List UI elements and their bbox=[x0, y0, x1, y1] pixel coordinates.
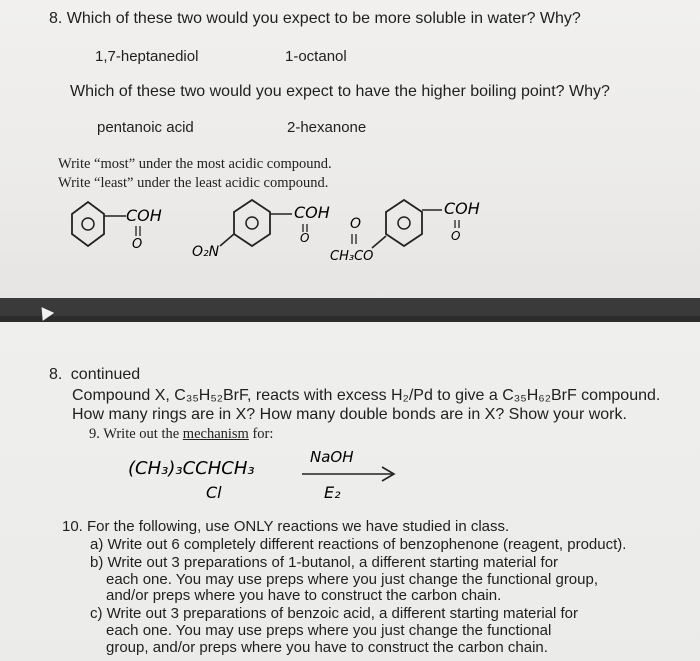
acetylbenzoic-acid-structure bbox=[330, 199, 480, 264]
question-10b-line1: b) Write out 3 preparations of 1-butanol, a different starting material for bbox=[90, 554, 559, 571]
reactant-chloride: Cl bbox=[206, 483, 222, 502]
s3-group-label: COH bbox=[444, 199, 480, 218]
choice-pentanoic-acid: pentanoic acid bbox=[97, 119, 194, 136]
question-8-boiling-point: Which of these two would you expect to have the higher boiling point? Why? bbox=[70, 83, 610, 100]
instruction-most: Write “most” under the most acidic compound. bbox=[58, 156, 332, 172]
s2-group-label: COH bbox=[294, 203, 330, 222]
s1-oxygen-label: O bbox=[132, 237, 143, 252]
s3-oxygen-top-label: O bbox=[350, 216, 362, 232]
question-10a: a) Write out 6 completely different reactions of benzophenone (reagent, product). bbox=[90, 536, 627, 553]
choice-heptanediol: 1,7-heptanediol bbox=[95, 48, 199, 65]
question-10-intro: 10. For the following, use ONLY reactions we have studied in class. bbox=[62, 518, 510, 535]
condition-e2: E₂ bbox=[324, 483, 341, 502]
question-9-text: 9. Write out the mechanism for: bbox=[89, 426, 274, 442]
question-10c-line1: c) Write out 3 preparations of benzoic acid, a different starting material for bbox=[90, 605, 579, 622]
page-divider-bar bbox=[0, 298, 700, 322]
choice-hexanone: 2-hexanone bbox=[287, 119, 367, 136]
s3-oxygen-label: O bbox=[451, 229, 461, 243]
compound-x-text: Compound X, C₃₅H₅₂BrF, reacts with excess H₂/Pd to give a C₃₅H₆₂BrF compound. bbox=[72, 387, 661, 404]
question-10c-line3: group, and/or preps where you have to construct the carbon chain. bbox=[106, 639, 548, 656]
question-10c-line2: each one. You may use preps where you just change the functional bbox=[106, 622, 552, 639]
q8-continued-label: 8. continued bbox=[49, 366, 141, 383]
question-10b-line3: and/or preps where you have to construct the carbon chain. bbox=[106, 587, 502, 604]
reagent-naoh: NaOH bbox=[310, 448, 354, 466]
s2-oxygen-label: O bbox=[300, 231, 310, 245]
choice-octanol: 1-octanol bbox=[285, 48, 347, 65]
s1-group-label: COH bbox=[126, 206, 162, 225]
acid-structures-drawing bbox=[0, 190, 700, 280]
question-8-text: 8. Which of these two would you expect to be more soluble in water? Why? bbox=[49, 10, 581, 27]
question-10b-line2: each one. You may use preps where you just change the functional group, bbox=[106, 571, 599, 588]
rings-question-text: How many rings are in X? How many double bonds are in X? Show your work. bbox=[72, 406, 627, 423]
reactant-formula: (CH₃)₃CCHCH₃ bbox=[128, 458, 255, 479]
benzoic-acid-structure bbox=[72, 202, 162, 252]
s3-acetyl-label: CH₃CO bbox=[330, 249, 374, 264]
s2-nitro-label: O₂N bbox=[192, 244, 220, 260]
mechanism-reaction-drawing bbox=[120, 448, 420, 513]
nitrobenzoic-acid-structure bbox=[192, 200, 330, 260]
instruction-least: Write “least” under the least acidic compound. bbox=[58, 175, 329, 191]
